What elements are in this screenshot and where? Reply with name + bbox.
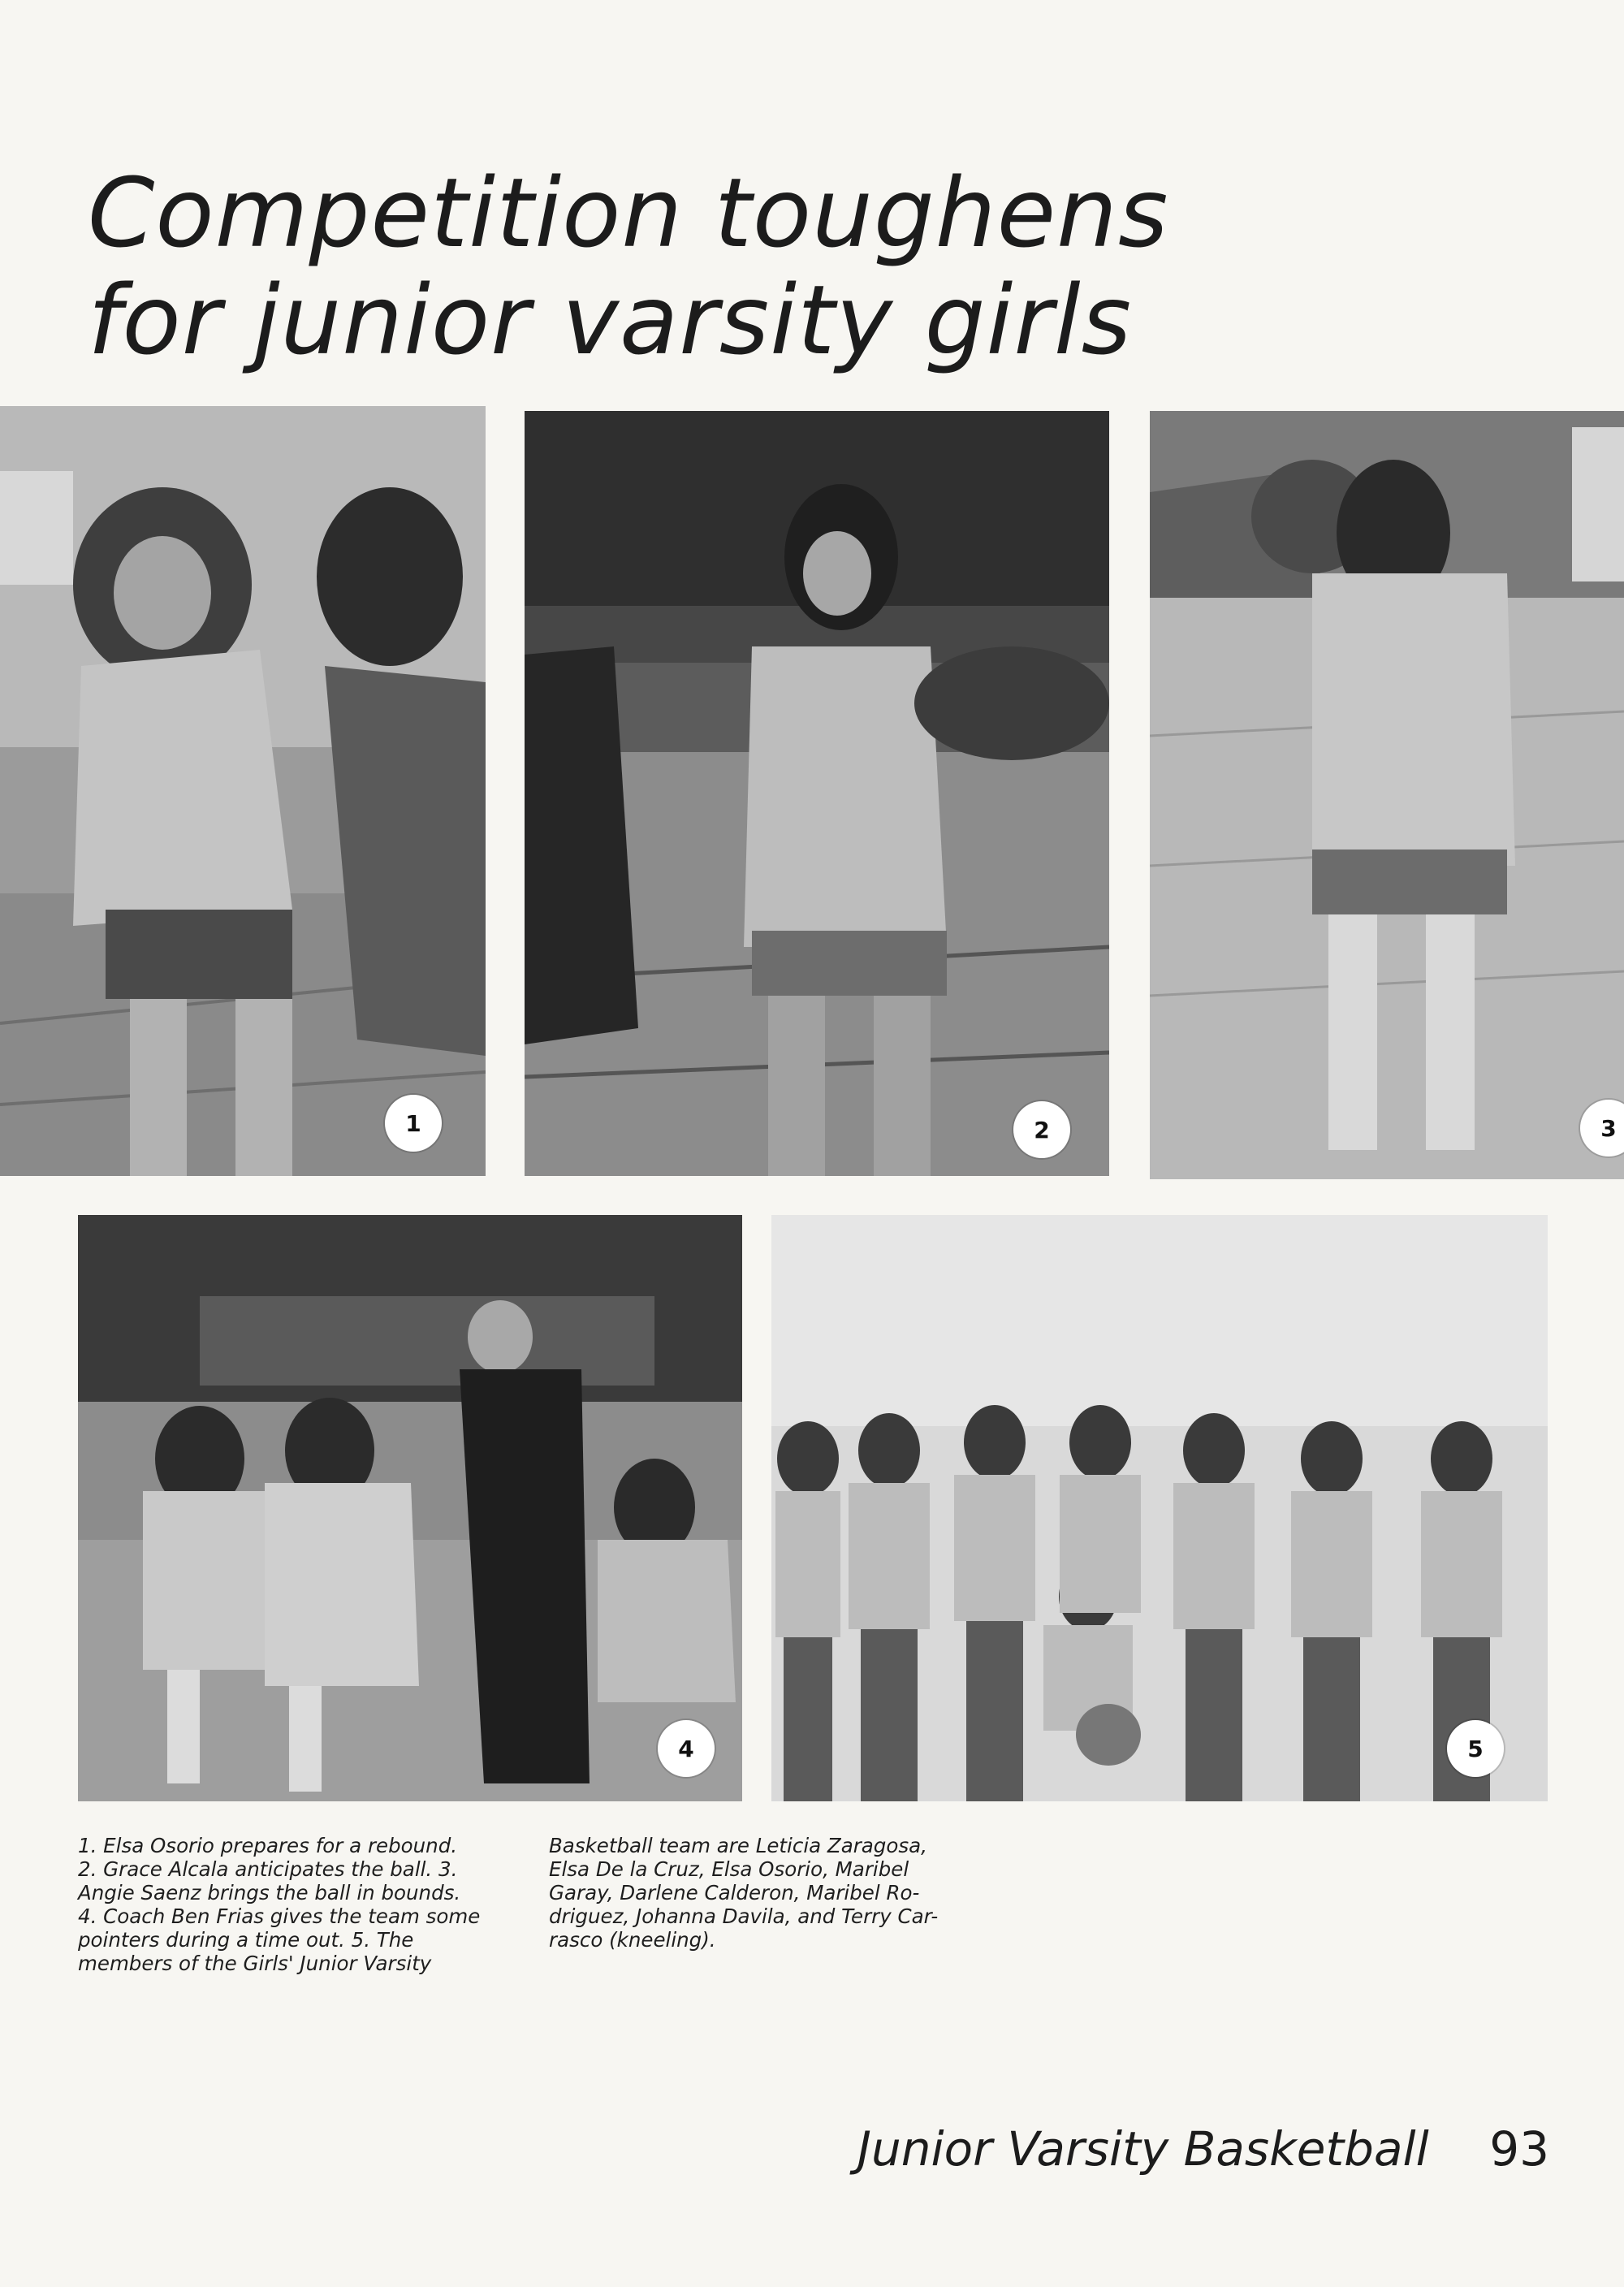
photo-rebound — [0, 406, 486, 1176]
photo-coach-time-out-image — [78, 1215, 742, 1801]
page-number: 93 — [1489, 2121, 1549, 2177]
caption-line: members of the Girls' Junior Varsity — [78, 1952, 432, 1975]
photo-anticipates-ball-image — [525, 411, 1109, 1176]
caption-line: Angie Saenz brings the ball in bounds. — [78, 1881, 461, 1904]
caption-line: driguez, Johanna Davila, and Terry Car- — [549, 1904, 939, 1928]
caption-line: Elsa De la Cruz, Elsa Osorio, Maribel — [549, 1857, 909, 1881]
photo-team-portrait-image — [771, 1215, 1548, 1801]
caption-line: 1. Elsa Osorio prepares for a rebound. — [78, 1834, 458, 1857]
headline-line: Competition toughens — [88, 157, 1169, 269]
photo-anticipates-ball — [525, 411, 1109, 1176]
footer-section-title: Junior Varsity Basketball — [857, 2121, 1429, 2177]
photo-team-portrait — [771, 1215, 1548, 1801]
photo-ball-in-bounds-image — [1150, 411, 1624, 1179]
photo-number-badge: 2 — [1013, 1101, 1070, 1158]
photo-ball-in-bounds — [1150, 411, 1624, 1179]
headline-line: for junior varsity girls — [88, 264, 1133, 376]
photo-number-badge: 1 — [385, 1095, 442, 1152]
photo-number-badge: 4 — [658, 1720, 715, 1777]
caption-line: Garay, Darlene Calderon, Maribel Ro- — [549, 1881, 920, 1904]
photo-number-badge: 5 — [1447, 1720, 1504, 1777]
caption-line: rasco (kneeling). — [549, 1928, 716, 1952]
caption-column-left — [78, 1834, 521, 1975]
photo-rebound-image — [0, 406, 486, 1176]
photo-coach-time-out — [78, 1215, 742, 1801]
caption-line: pointers during a time out. 5. The — [78, 1928, 414, 1952]
photo-number-badge: 3 — [1580, 1100, 1624, 1156]
page-headline — [88, 159, 1168, 374]
caption-line: Basketball team are Leticia Zaragosa, — [549, 1834, 927, 1857]
caption-line: 4. Coach Ben Frias gives the team some — [78, 1904, 481, 1928]
caption-column-right — [549, 1834, 1009, 1952]
page-footer — [857, 2121, 1549, 2177]
caption-line: 2. Grace Alcala anticipates the ball. 3. — [78, 1857, 458, 1881]
